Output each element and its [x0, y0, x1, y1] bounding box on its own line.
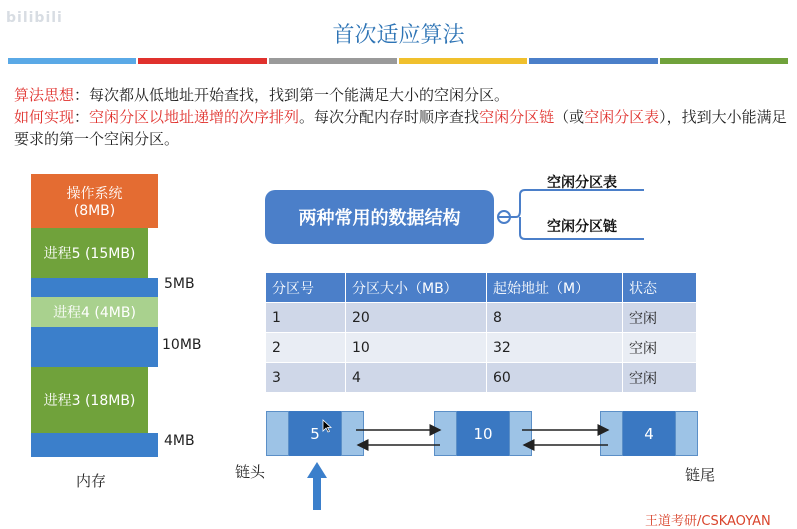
table-cell: 空闲	[623, 303, 697, 333]
node-prev-pointer	[266, 411, 289, 456]
how-end: ），找到大小能满足要求的第一个空闲分区。	[14, 108, 787, 148]
node-next-pointer	[675, 411, 698, 456]
memory-free-block-1	[31, 278, 158, 297]
memory-free-block-3	[31, 433, 158, 457]
head-up-arrow	[305, 460, 329, 512]
chain-tail-label: 链尾	[685, 466, 716, 484]
table-row	[266, 363, 697, 393]
bilibili-logo: bilibili	[6, 10, 63, 26]
how-red-3: 空闲分区表	[584, 108, 660, 126]
table-cell: 20	[346, 303, 487, 333]
node-value: 5	[289, 411, 341, 456]
table-cell: 32	[487, 333, 623, 363]
watermark-text: 王道考研/CSKAOYAN	[645, 514, 771, 529]
os-size: (8MB)	[73, 203, 116, 219]
free-size-label-3: 4MB	[164, 433, 195, 449]
chain-node-3	[600, 411, 698, 456]
table-cell: 空闲	[623, 363, 697, 393]
table-cell: 2	[266, 333, 346, 363]
free-partition-table	[266, 273, 697, 392]
memory-label: 内存	[76, 472, 107, 490]
table-cell: 3	[266, 363, 346, 393]
memory-os-block	[31, 174, 158, 228]
ds-item-table: 空闲分区表	[547, 175, 617, 191]
memory-process4-block: 进程4 (4MB)	[31, 297, 158, 327]
title-color-bar	[8, 58, 790, 64]
table-cell: 10	[346, 333, 487, 363]
table-cell: 8	[487, 303, 623, 333]
how-sep: ：	[74, 108, 90, 126]
memory-process5-block: 进程5 (15MB)	[31, 228, 148, 278]
node-value: 4	[623, 411, 675, 456]
how-red-1: 空闲分区以地址递增的次序排列	[89, 108, 300, 126]
chain-arrows	[340, 418, 610, 458]
table-row	[266, 303, 697, 333]
table-cell: 1	[266, 303, 346, 333]
how-line	[14, 106, 789, 150]
slide-title: 首次适应算法	[332, 23, 465, 48]
how-red-2: 空闲分区链	[479, 108, 555, 126]
memory-diagram	[31, 174, 158, 457]
idea-line	[14, 84, 789, 106]
idea-label: 算法思想	[14, 86, 75, 104]
table-header: 状态	[623, 273, 697, 303]
how-mid: 。每次分配内存时顺序查找	[299, 108, 480, 126]
chain-head-label: 链头	[235, 463, 266, 481]
table-header: 起始地址（M）	[487, 273, 623, 303]
free-size-label-2: 10MB	[162, 337, 202, 353]
table-cell: 4	[346, 363, 487, 393]
memory-free-block-2	[31, 327, 158, 367]
memory-process3-block: 进程3 (18MB)	[31, 367, 148, 433]
table-header: 分区号	[266, 273, 346, 303]
table-row	[266, 333, 697, 363]
node-value: 10	[457, 411, 509, 456]
table-header-row	[266, 273, 697, 303]
os-label: 操作系统	[66, 186, 123, 202]
how-label: 如何实现	[14, 108, 75, 126]
how-mid-2: （或	[554, 108, 585, 126]
ds-item-chain: 空闲分区链	[547, 219, 617, 235]
idea-text: ：每次都从低地址开始查找，找到第一个能满足大小的空闲分区。	[74, 86, 510, 104]
free-size-label-1: 5MB	[164, 276, 195, 292]
table-header: 分区大小（MB）	[346, 273, 487, 303]
algorithm-description	[14, 84, 789, 150]
table-cell: 空闲	[623, 333, 697, 363]
mouse-cursor-icon	[322, 419, 332, 433]
data-structures-box: 两种常用的数据结构	[265, 190, 494, 244]
table-cell: 60	[487, 363, 623, 393]
